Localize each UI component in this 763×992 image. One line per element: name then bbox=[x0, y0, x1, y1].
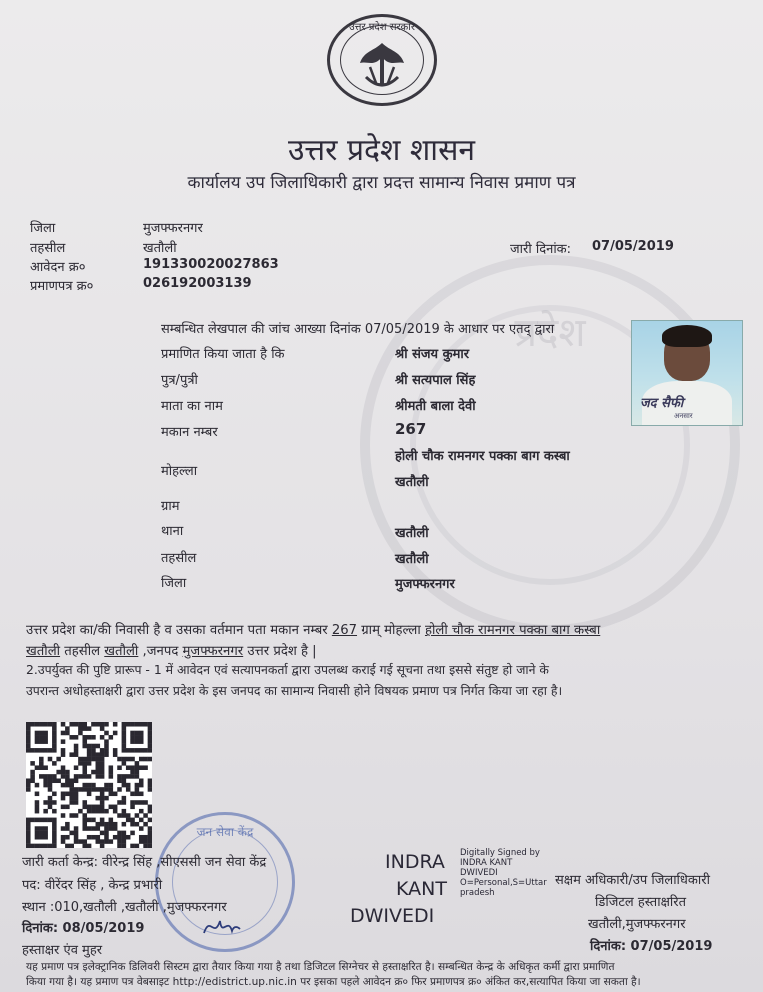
center-stamp bbox=[155, 812, 295, 952]
state-emblem bbox=[327, 14, 437, 106]
meta-application-value: 191330020027863 bbox=[143, 257, 279, 272]
footer-line-1: यह प्रमाण पत्र इलेक्ट्रानिक डिलिवरी सिस्टम द्वारा तैयार किया गया है तथा डिजिटल सिग्नेचर से हस्ताक्षरित है। सम्बन्धित केन्द्र के अधिकृत कर्मी द्वारा प्रमाणित bbox=[26, 961, 615, 973]
photo-overlay-text: जद सैफी bbox=[640, 396, 684, 411]
stamp-text: जन सेवा केंद्र bbox=[196, 825, 254, 839]
intro-line-1: सम्बन्धित लेखपाल की जांच आख्या दिनांक 07/05/2019 के आधार पर एतद् द्वारा bbox=[161, 322, 555, 337]
paragraph-line-1: उत्तर प्रदेश का/की निवासी है व उसका वर्तमान पता मकान नम्बर 267 ग्राम् मोहल्ला होली चौक रामनगर पक्का बाग कस्बा bbox=[26, 623, 601, 638]
mohalla-value-1: होली चौक रामनगर पक्का बाग कस्बा bbox=[395, 449, 570, 464]
signer-name-3: DWIVEDI bbox=[350, 905, 435, 927]
authority-date: दिनांक: 07/05/2019 bbox=[590, 939, 713, 954]
intro-line-2: प्रमाणित किया जाता है कि bbox=[161, 347, 285, 362]
meta-certificate-label: प्रमाणपत्र क्र० bbox=[30, 279, 94, 294]
issuer-date: दिनांक: 08/05/2019 bbox=[22, 921, 145, 936]
meta-certificate-value: 026192003139 bbox=[143, 276, 252, 291]
certificate-subtitle: कार्यालय उप जिलाधिकारी द्वारा प्रदत्त सामान्य निवास प्रमाण पत्र bbox=[187, 173, 576, 193]
emblem-icon bbox=[356, 37, 408, 93]
qr-code[interactable] bbox=[26, 722, 152, 848]
authority-sign: डिजिटल हस्ताक्षरित bbox=[595, 895, 686, 910]
meta-tehsil-label: तहसील bbox=[30, 241, 66, 256]
detail-tehsil-value: खतौली bbox=[395, 552, 429, 567]
issuer-sign-label: हस्ताक्षर एंव मुहर bbox=[22, 943, 103, 958]
relation-value: श्री सत्यपाल सिंह bbox=[395, 373, 476, 388]
house-value: 267 bbox=[395, 420, 427, 438]
mother-label: माता का नाम bbox=[161, 399, 223, 414]
applicant-photo bbox=[631, 320, 743, 426]
certificate-title: उत्तर प्रदेश शासन bbox=[287, 133, 475, 168]
detail-tehsil-label: तहसील bbox=[161, 551, 197, 566]
village-label: ग्राम bbox=[161, 499, 180, 514]
thana-label: थाना bbox=[161, 524, 184, 539]
paragraph-line-4: उपरान्त अधोहस्ताक्षरी द्वारा उत्तर प्रदेश के इस जनपद का सामान्य निवासी होने विषयक प्रमाण पत्र निर्गत किया जा रहा है। bbox=[26, 683, 563, 698]
mohalla-label: मोहल्ला bbox=[161, 464, 198, 479]
signer-name-1: INDRA bbox=[385, 851, 445, 873]
relation-label: पुत्र/पुत्री bbox=[161, 373, 198, 388]
issue-date-label: जारी दिनांक: bbox=[510, 242, 572, 257]
meta-application-label: आवेदन क्र० bbox=[30, 260, 86, 275]
issuer-place: स्थान :010,खतौली ,खतौली ,मुजफ्फरनगर bbox=[22, 900, 227, 915]
digital-signature-info: Digitally Signed by INDRA KANT DWIVEDI O=Personal,S=Uttar pradesh bbox=[460, 848, 547, 898]
meta-tehsil-value: खतौली bbox=[143, 241, 177, 256]
paragraph-line-3: 2.उपर्युक्त की पुष्टि प्रारूप - 1 में आवेदन एवं सत्यापनकर्ता द्वारा उपलब्ध कराई गई सूचना तथा इससे संतुष्ट हो जाने के bbox=[26, 662, 549, 677]
authority-place: खतौली,मुजफ्फरनगर bbox=[588, 917, 686, 932]
mother-value: श्रीमती बाला देवी bbox=[395, 399, 476, 414]
issuer-center: जारी कर्ता केन्द्र: वीरेन्द्र सिंह ,सीएससी जन सेवा केंद्र bbox=[22, 855, 267, 870]
signer-name-2: KANT bbox=[396, 878, 447, 900]
photo-overlay-sub: अनसार bbox=[674, 412, 693, 420]
authority-title: सक्षम अधिकारी/उप जिलाधिकारी bbox=[555, 873, 710, 888]
stamp-signature-icon bbox=[202, 911, 242, 941]
footer-line-2: किया गया है। यह प्रमाण पत्र वेबसाइट http://edistrict.up.nic.in पर इसका पहले आवेदन क्र० फिर प्रमाणपत्र क्र० अंकित कर,सत्यापित किया जा सकता है। bbox=[26, 976, 641, 988]
watermark-text: प्रदेश bbox=[514, 310, 586, 356]
meta-district-value: मुजफ्फरनगर bbox=[143, 221, 203, 236]
issuer-post: पद: वीरेंदर सिंह , केन्द्र प्रभारी bbox=[22, 878, 163, 893]
paragraph-line-2: खतौली तहसील खतौली ,जनपद मुजफ्फरनगर उत्तर प्रदेश है | bbox=[26, 644, 317, 659]
meta-district-label: जिला bbox=[30, 221, 56, 236]
house-label: मकान नम्बर bbox=[161, 425, 218, 440]
applicant-name: श्री संजय कुमार bbox=[395, 347, 470, 362]
detail-district-label: जिला bbox=[161, 576, 187, 591]
mohalla-value-2: खतौली bbox=[395, 475, 429, 490]
issue-date-value: 07/05/2019 bbox=[592, 239, 674, 254]
thana-value: खतौली bbox=[395, 526, 429, 541]
emblem-text: उत्तर प्रदेश सरकार bbox=[349, 22, 415, 33]
detail-district-value: मुजफ्फरनगर bbox=[395, 577, 455, 592]
